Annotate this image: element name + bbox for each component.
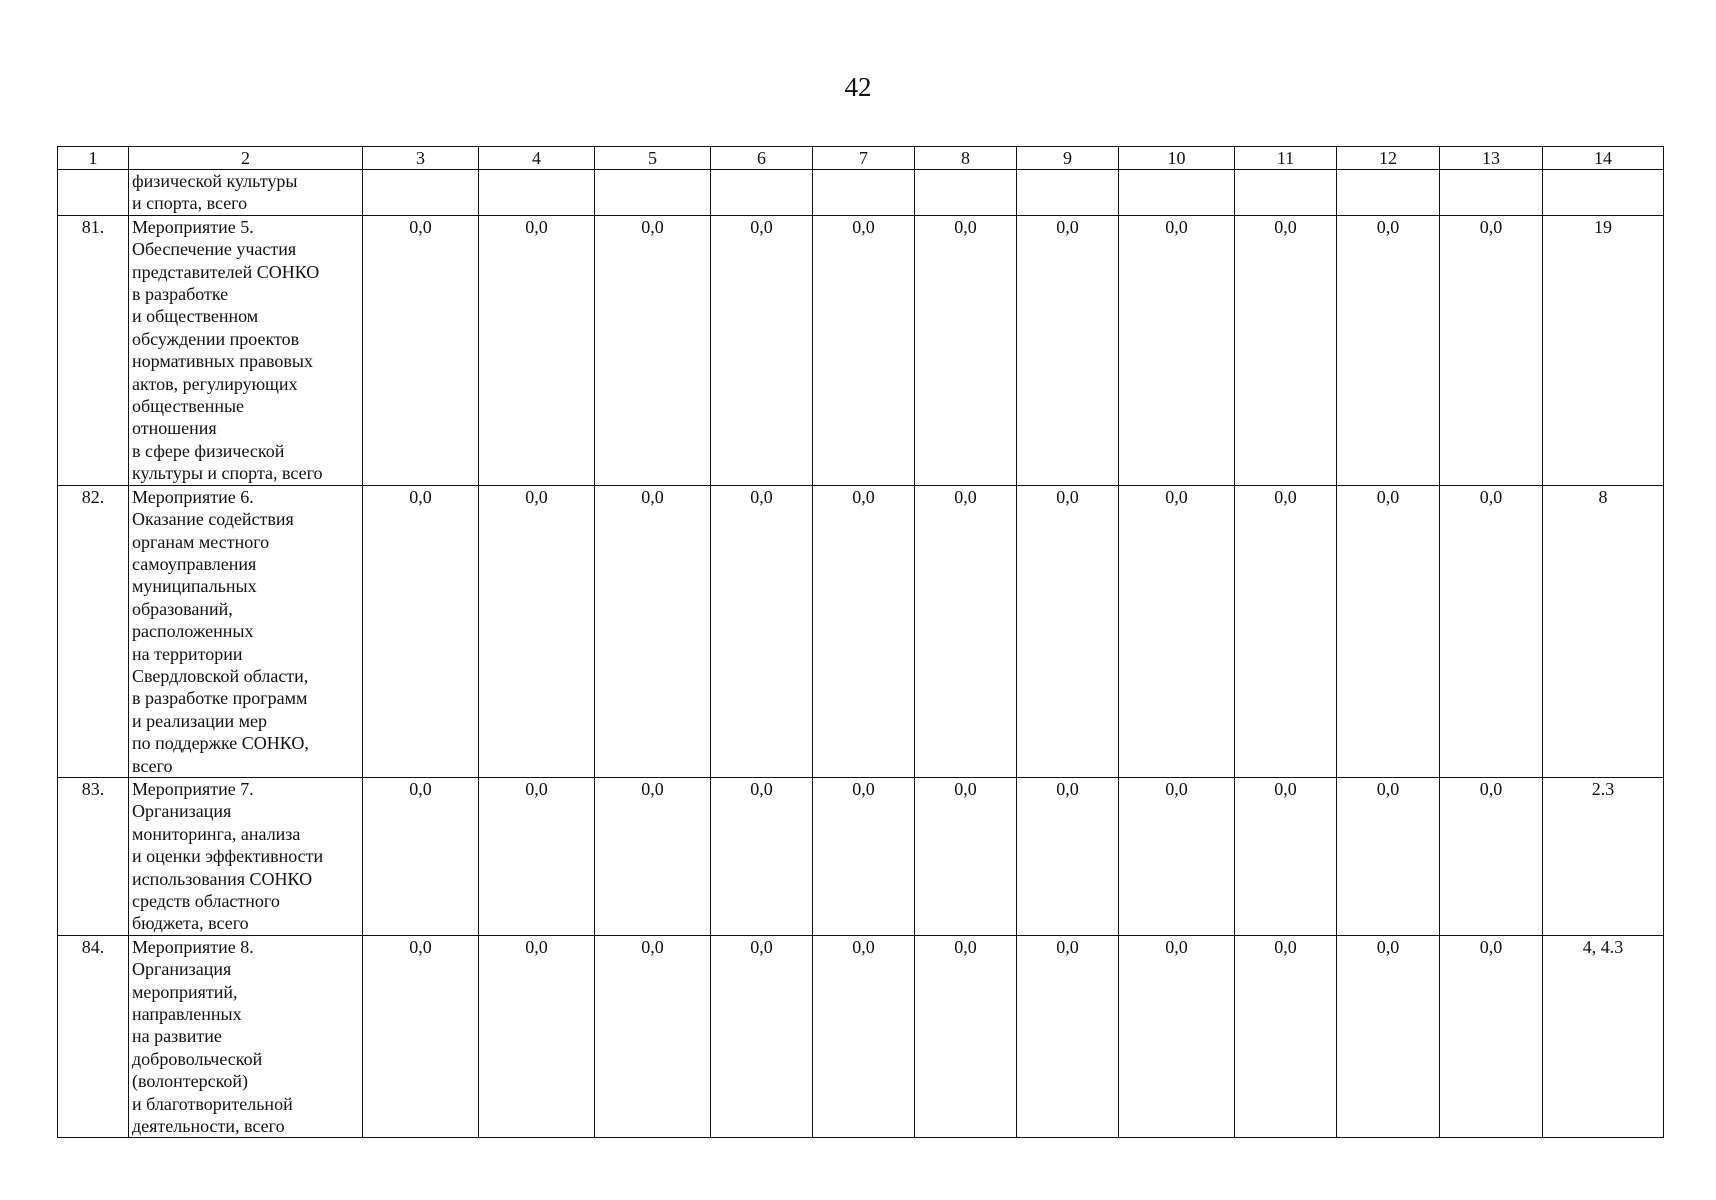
column-header: 7 (813, 147, 915, 170)
column-header: 1 (58, 147, 129, 170)
column-header: 14 (1543, 147, 1664, 170)
row-description: физической культуры и спорта, всего (129, 170, 363, 216)
value-cell: 0,0 (479, 215, 595, 485)
value-cell: 0,0 (363, 777, 479, 935)
column-header: 10 (1119, 147, 1235, 170)
value-cell: 0,0 (813, 935, 915, 1138)
value-cell: 0,0 (1119, 485, 1235, 777)
value-cell (1440, 170, 1543, 216)
value-cell (363, 170, 479, 216)
value-cell: 0,0 (1235, 215, 1337, 485)
value-cell (479, 170, 595, 216)
column-header: 9 (1017, 147, 1119, 170)
value-cell: 0,0 (479, 935, 595, 1138)
value-cell: 0,0 (479, 485, 595, 777)
table-row (58, 935, 1664, 1138)
value-cell: 0,0 (1235, 777, 1337, 935)
value-cell: 0,0 (813, 777, 915, 935)
value-cell: 0,0 (1337, 777, 1440, 935)
target-ref-cell: 2.3 (1543, 777, 1664, 935)
column-header: 3 (363, 147, 479, 170)
row-description: Мероприятие 8. Организация мероприятий, направленных на развитие добровольческой (волонтерской) и благотворительной деятельности, всего (129, 935, 363, 1138)
value-cell (915, 170, 1017, 216)
value-cell (1017, 170, 1119, 216)
value-cell (711, 170, 813, 216)
value-cell: 0,0 (595, 777, 711, 935)
value-cell: 0,0 (1440, 485, 1543, 777)
value-cell: 0,0 (813, 215, 915, 485)
value-cell: 0,0 (1119, 215, 1235, 485)
value-cell (595, 170, 711, 216)
page-number: 42 (844, 72, 872, 102)
column-header: 8 (915, 147, 1017, 170)
column-header: 6 (711, 147, 813, 170)
header-row (58, 147, 1664, 170)
value-cell: 0,0 (363, 485, 479, 777)
row-number: 84. (58, 935, 129, 1138)
table-row (58, 777, 1664, 935)
value-cell: 0,0 (711, 935, 813, 1138)
value-cell: 0,0 (1337, 485, 1440, 777)
column-header: 5 (595, 147, 711, 170)
value-cell: 0,0 (915, 215, 1017, 485)
value-cell: 0,0 (595, 215, 711, 485)
row-number (58, 170, 129, 216)
value-cell: 0,0 (1017, 215, 1119, 485)
value-cell (1119, 170, 1235, 216)
table-row (58, 170, 1664, 216)
value-cell: 0,0 (1235, 485, 1337, 777)
value-cell: 0,0 (1440, 935, 1543, 1138)
row-description: Мероприятие 7. Организация мониторинга, анализа и оценки эффективности использования СОНКО средств областного бюджета, всего (129, 777, 363, 935)
value-cell: 0,0 (711, 777, 813, 935)
value-cell: 0,0 (915, 485, 1017, 777)
value-cell: 0,0 (1119, 777, 1235, 935)
table-row (58, 485, 1664, 777)
column-header: 12 (1337, 147, 1440, 170)
column-header: 11 (1235, 147, 1337, 170)
value-cell: 0,0 (479, 777, 595, 935)
column-header: 13 (1440, 147, 1543, 170)
value-cell: 0,0 (813, 485, 915, 777)
value-cell: 0,0 (915, 777, 1017, 935)
value-cell: 0,0 (1337, 935, 1440, 1138)
column-header: 2 (129, 147, 363, 170)
column-header: 4 (479, 147, 595, 170)
value-cell: 0,0 (1337, 215, 1440, 485)
value-cell: 0,0 (1440, 777, 1543, 935)
value-cell: 0,0 (915, 935, 1017, 1138)
row-description: Мероприятие 5. Обеспечение участия представителей СОНКО в разработке и общественном обсуждении проектов нормативных правовых актов, регулирующих общественные отношения в сфере физической культуры и спорта, всего (129, 215, 363, 485)
value-cell: 0,0 (1440, 215, 1543, 485)
value-cell: 0,0 (1017, 935, 1119, 1138)
row-number: 82. (58, 485, 129, 777)
value-cell: 0,0 (1017, 777, 1119, 935)
target-ref-cell: 4, 4.3 (1543, 935, 1664, 1138)
value-cell: 0,0 (363, 215, 479, 485)
budget-table (57, 146, 1664, 1138)
value-cell (813, 170, 915, 216)
row-number: 83. (58, 777, 129, 935)
value-cell: 0,0 (1235, 935, 1337, 1138)
value-cell: 0,0 (711, 215, 813, 485)
value-cell: 0,0 (711, 485, 813, 777)
target-ref-cell: 19 (1543, 215, 1664, 485)
value-cell (1337, 170, 1440, 216)
target-ref-cell (1543, 170, 1664, 216)
target-ref-cell: 8 (1543, 485, 1664, 777)
value-cell (1235, 170, 1337, 216)
value-cell: 0,0 (595, 935, 711, 1138)
value-cell: 0,0 (1017, 485, 1119, 777)
value-cell: 0,0 (363, 935, 479, 1138)
value-cell: 0,0 (1119, 935, 1235, 1138)
row-description: Мероприятие 6. Оказание содействия органам местного самоуправления муниципальных образований, расположенных на территории Свердловской области, в разработке программ и реализации мер по поддержке СОНКО, всего (129, 485, 363, 777)
row-number: 81. (58, 215, 129, 485)
table-row (58, 215, 1664, 485)
value-cell: 0,0 (595, 485, 711, 777)
